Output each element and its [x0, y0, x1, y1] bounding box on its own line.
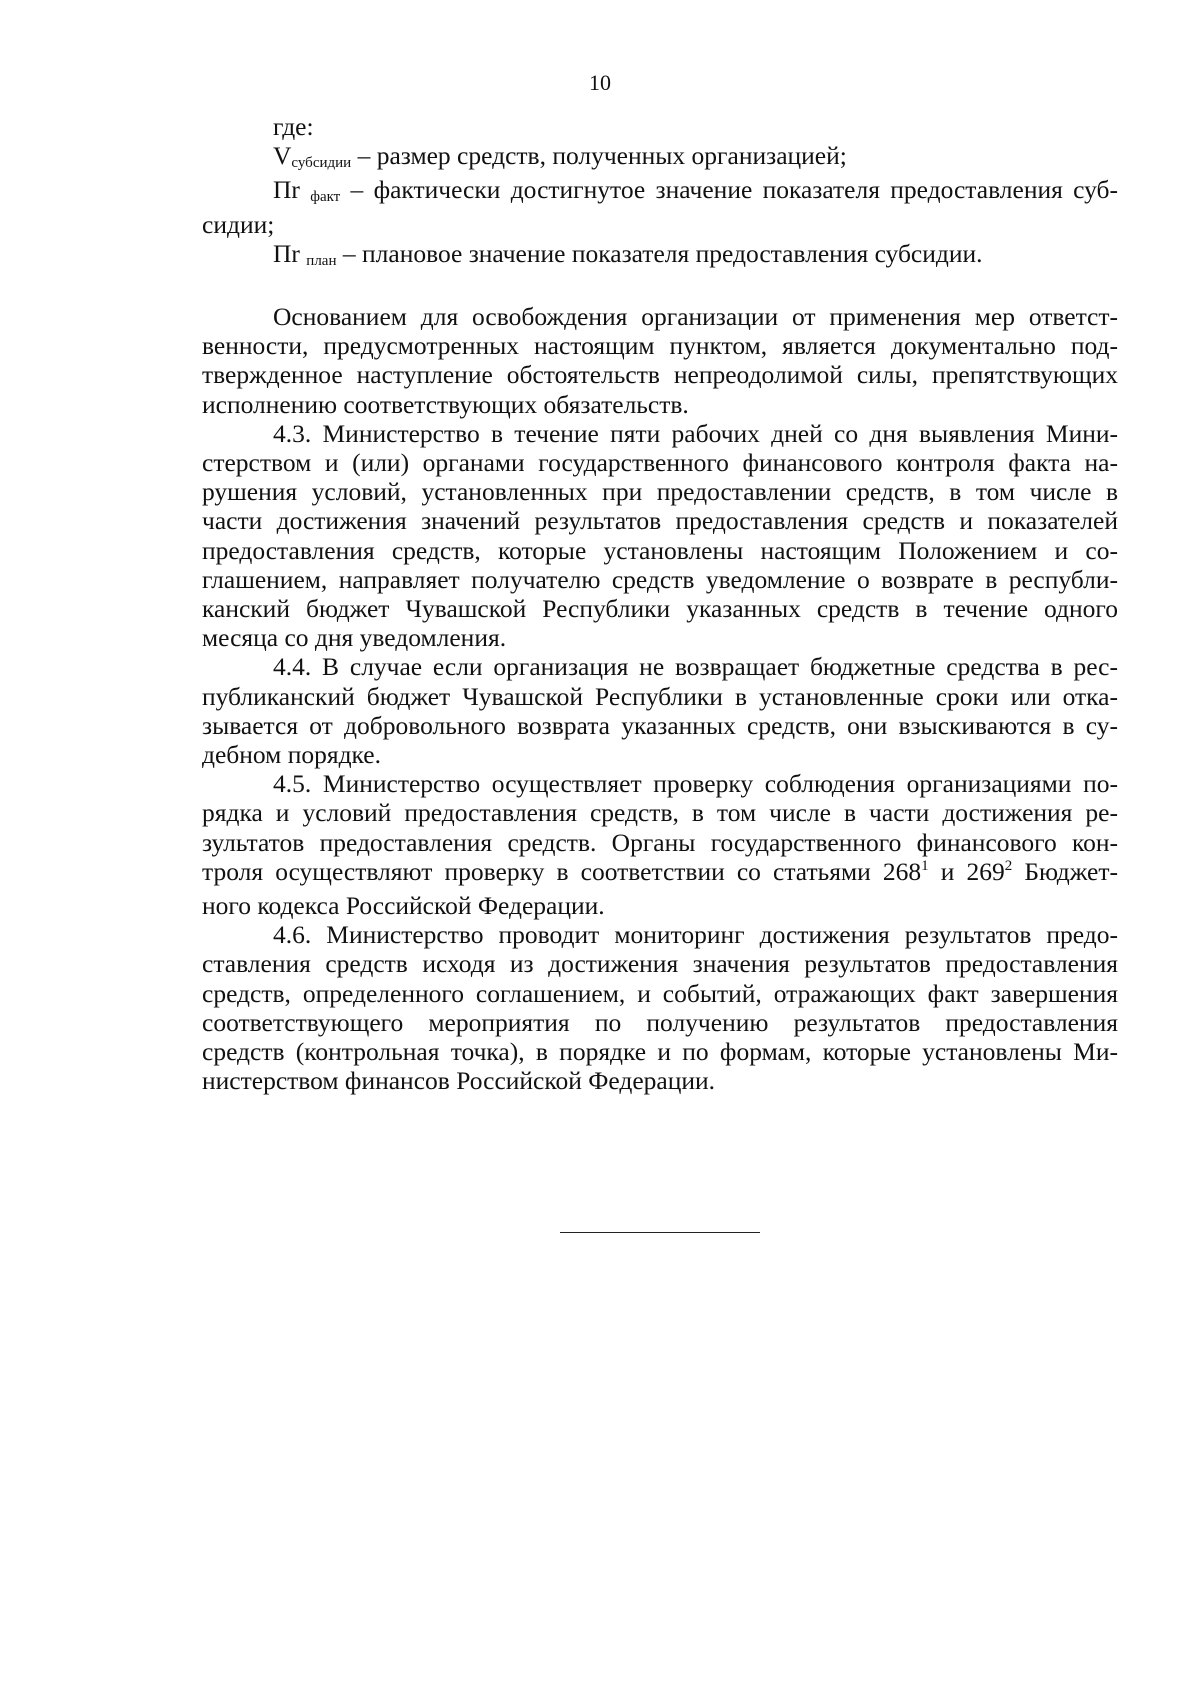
paragraph-line: средств, определенного соглашением, и событий, отражающих факт завершения	[202, 978, 1118, 1008]
paragraph-line: ставления средств исходя из достижения значения результатов предоставления	[202, 949, 1118, 979]
paragraph-line: дебном порядке.	[202, 740, 381, 770]
paragraph-line: зывается от добровольного возврата указанных средств, они взыскиваются в су-	[202, 710, 1118, 740]
paragraph-line: 4.6. Министерство проводит мониторинг достижения результатов предо-	[273, 920, 1118, 950]
paragraph-line: средств (контрольная точка), в порядке и по формам, которые установлены Ми-	[202, 1037, 1118, 1067]
paragraph-line: рядка и условий предоставления средств, в том числе в части достижения ре-	[202, 798, 1118, 828]
definition-v-text: – размер средств, полученных организацией;	[351, 141, 847, 171]
definition-v	[202, 141, 1118, 175]
paragraph-line: 4.4. В случае если организация не возвращает бюджетные средства в рес-	[273, 652, 1118, 682]
paragraph-gap	[202, 273, 1118, 302]
paragraph-line: месяца со дня уведомления.	[202, 623, 507, 653]
paragraph-4-6	[202, 920, 1118, 1095]
symbol-plan: Пr	[273, 238, 300, 268]
paragraph-line: ного кодекса Российской Федерации.	[202, 891, 605, 921]
document-body	[202, 112, 1118, 1096]
definition-fact	[202, 175, 1118, 209]
closing-rule-divider	[560, 1232, 760, 1233]
subscript-plan: план	[306, 252, 337, 269]
paragraph-line: стерством и (или) органами государственного финансового контроля факта на-	[202, 448, 1118, 478]
paragraph-line: предоставления средств, которые установлены настоящим Положением и со-	[202, 535, 1118, 565]
paragraph-line: части достижения значений результатов предоставления средств и показателей	[202, 506, 1118, 536]
superscript-2: 2	[1004, 857, 1013, 874]
subscript-subsidy: субсидии	[291, 155, 352, 172]
paragraph-line: канский бюджет Чувашской Республики указанных средств в течение одного	[202, 594, 1118, 624]
paragraph-line: соответствующего мероприятия по получению результатов предоставления	[202, 1007, 1118, 1037]
page-number: 10	[589, 70, 611, 95]
paragraph-basis	[202, 302, 1118, 419]
paragraph-line: твержденное наступление обстоятельств непреодолимой силы, препятствующих	[202, 360, 1118, 390]
symbol-v: V	[273, 141, 292, 171]
paragraph-line: нистерством финансов Российской Федерации.	[202, 1066, 716, 1096]
definition-fact-cont: сидии;	[202, 209, 275, 239]
line-segment: Бюджет-	[1012, 856, 1118, 886]
paragraph-line-with-footnotes	[202, 857, 1118, 891]
paragraph-line: исполнению соответствующих обязательств.	[202, 389, 689, 419]
symbol-fact: Пr	[273, 175, 300, 205]
definitions-intro: где:	[273, 112, 314, 141]
superscript-1: 1	[921, 857, 929, 874]
paragraph-4-5	[202, 769, 1118, 920]
paragraph-line: публиканский бюджет Чувашской Республики в установленные сроки или отка-	[202, 681, 1118, 711]
paragraph-line: глашением, направляет получателю средств уведомление о возврате в республи-	[202, 564, 1118, 594]
subscript-fact: факт	[310, 189, 341, 206]
paragraph-line: 4.3. Министерство в течение пяти рабочих дней со дня выявления Мини-	[273, 418, 1118, 448]
paragraph-line: Основанием для освобождения организации от применения мер ответст-	[273, 302, 1118, 332]
definition-plan	[202, 239, 1118, 273]
paragraph-line: зультатов предоставления средств. Органы государственного финансового кон-	[202, 827, 1118, 857]
line-segment: и 269	[928, 856, 1005, 886]
line-segment: троля осуществляют проверку в соответствии со статьями 268	[202, 856, 922, 886]
paragraph-line: рушения условий, установленных при предоставлении средств, в том числе в	[202, 477, 1118, 507]
paragraph-4-4	[202, 652, 1118, 769]
paragraph-line: венности, предусмотренных настоящим пунктом, является документально под-	[202, 331, 1118, 361]
paragraph-4-3	[202, 419, 1118, 653]
definition-fact-text: – фактически достигнутое значение показателя предоставления суб-	[340, 175, 1118, 205]
paragraph-line: 4.5. Министерство осуществляет проверку соблюдения организациями по-	[273, 769, 1118, 799]
definition-plan-text: – плановое значение показателя предоставления субсидии.	[336, 238, 983, 268]
